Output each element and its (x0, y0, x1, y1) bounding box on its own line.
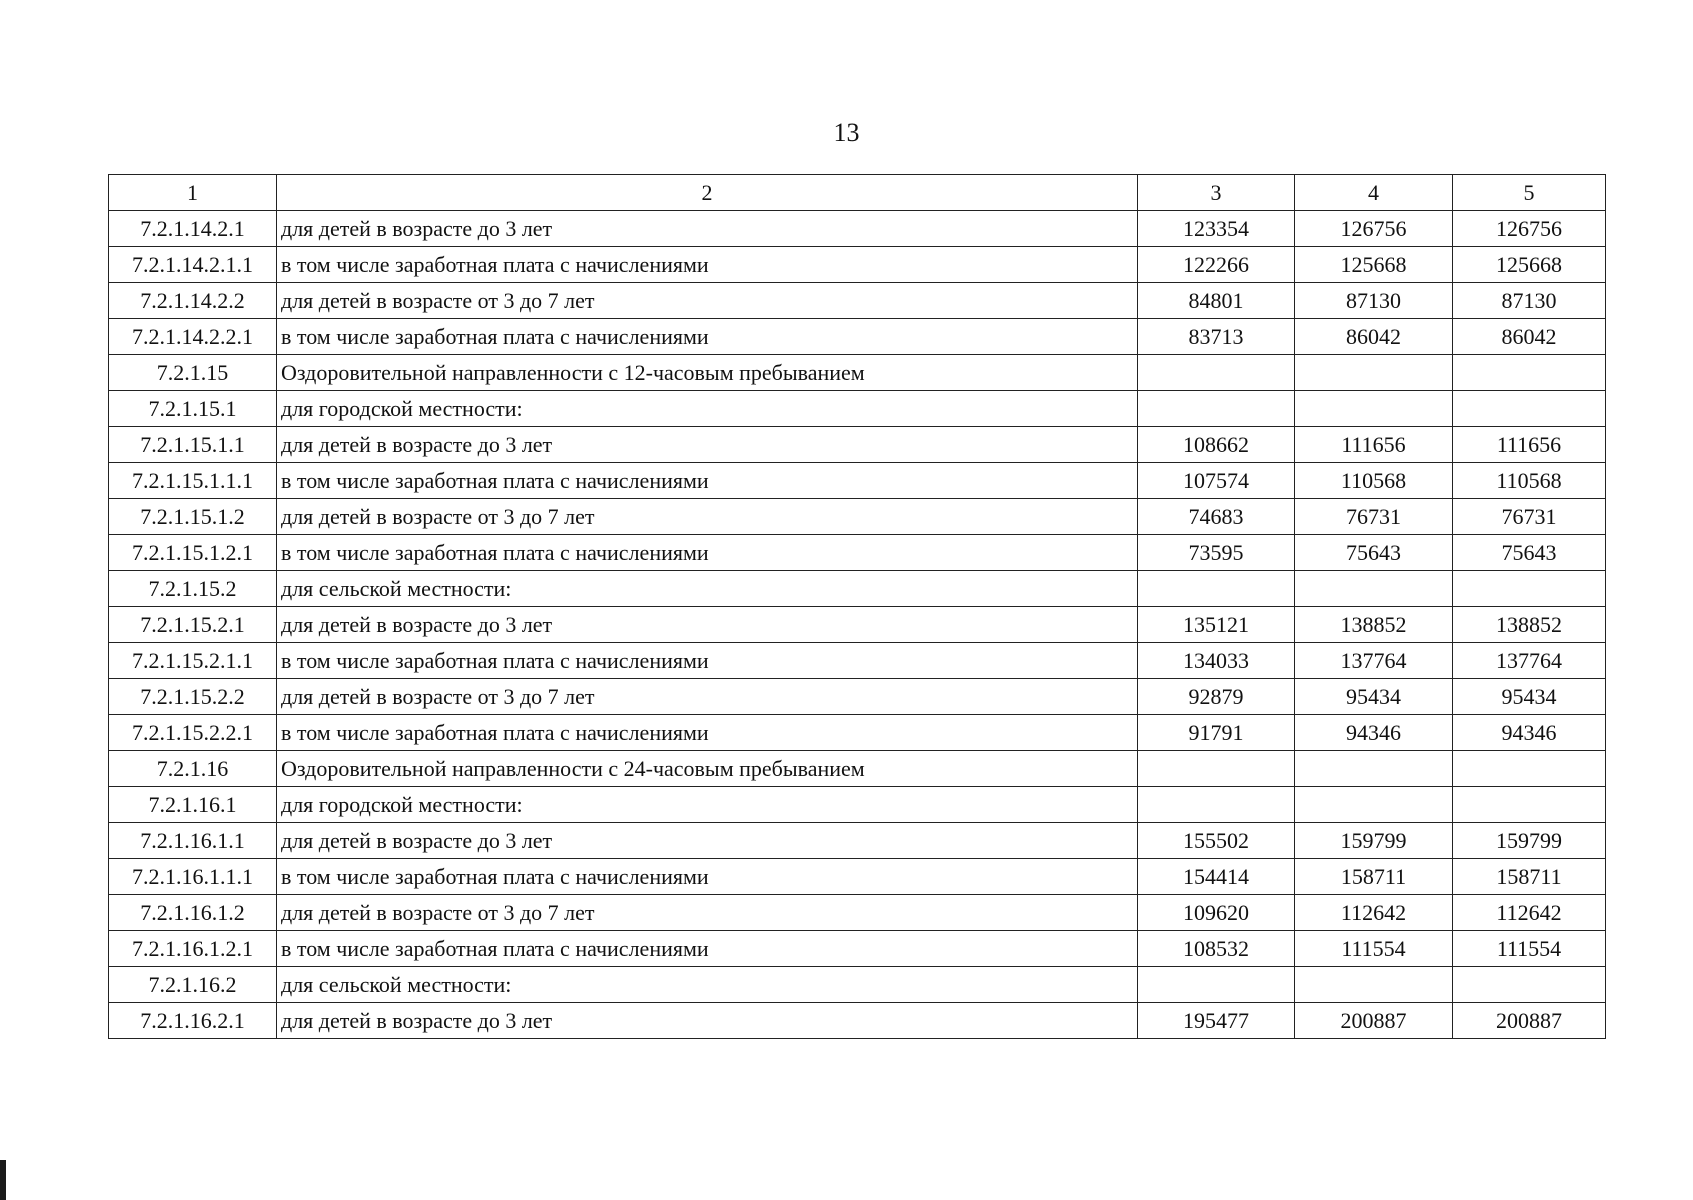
page-number: 13 (833, 118, 860, 147)
row-code-cell: 7.2.1.15.1.2.1 (109, 535, 277, 571)
row-code-cell: 7.2.1.15 (109, 355, 277, 391)
row-value-col5: 159799 (1453, 823, 1606, 859)
row-code-cell: 7.2.1.15.1.1 (109, 427, 277, 463)
table-row (109, 715, 1606, 751)
row-value-col4: 200887 (1295, 1003, 1453, 1039)
row-value-col5: 125668 (1453, 247, 1606, 283)
row-value-col3: 122266 (1138, 247, 1295, 283)
row-value-col5: 75643 (1453, 535, 1606, 571)
row-name-cell: для детей в возрасте от 3 до 7 лет (277, 895, 1138, 931)
row-value-col4: 112642 (1295, 895, 1453, 931)
row-code-cell: 7.2.1.16.1.1 (109, 823, 277, 859)
table-row (109, 463, 1606, 499)
row-value-col5 (1453, 571, 1606, 607)
row-value-col4: 87130 (1295, 283, 1453, 319)
row-name-cell: для городской местности: (277, 391, 1138, 427)
row-code-cell: 7.2.1.15.2.1 (109, 607, 277, 643)
row-value-col4: 95434 (1295, 679, 1453, 715)
row-name-cell: в том числе заработная плата с начислениями (277, 643, 1138, 679)
table-row (109, 859, 1606, 895)
table-header-row (109, 175, 1606, 211)
table-row (109, 895, 1606, 931)
table-row (109, 1003, 1606, 1039)
row-value-col4 (1295, 571, 1453, 607)
row-name-cell: для сельской местности: (277, 967, 1138, 1003)
row-value-col5: 158711 (1453, 859, 1606, 895)
row-value-col5: 138852 (1453, 607, 1606, 643)
column-header-3: 3 (1138, 175, 1295, 211)
row-value-col3: 154414 (1138, 859, 1295, 895)
row-value-col4: 111554 (1295, 931, 1453, 967)
row-value-col5: 86042 (1453, 319, 1606, 355)
row-code-cell: 7.2.1.16.2.1 (109, 1003, 277, 1039)
row-value-col5 (1453, 967, 1606, 1003)
row-value-col3: 108532 (1138, 931, 1295, 967)
row-value-col5 (1453, 751, 1606, 787)
row-name-cell: Оздоровительной направленности с 12-часовым пребыванием (277, 355, 1138, 391)
table-row (109, 355, 1606, 391)
row-value-col5: 200887 (1453, 1003, 1606, 1039)
row-value-col4 (1295, 967, 1453, 1003)
row-name-cell: в том числе заработная плата с начислениями (277, 931, 1138, 967)
table-row (109, 319, 1606, 355)
table-row (109, 499, 1606, 535)
row-value-col3: 109620 (1138, 895, 1295, 931)
table-row (109, 283, 1606, 319)
row-value-col3: 123354 (1138, 211, 1295, 247)
row-value-col3: 134033 (1138, 643, 1295, 679)
row-name-cell: в том числе заработная плата с начислениями (277, 319, 1138, 355)
table-row (109, 751, 1606, 787)
row-code-cell: 7.2.1.14.2.1 (109, 211, 277, 247)
row-value-col3: 83713 (1138, 319, 1295, 355)
row-name-cell: для детей в возрасте до 3 лет (277, 211, 1138, 247)
row-value-col3: 107574 (1138, 463, 1295, 499)
row-value-col4 (1295, 751, 1453, 787)
row-name-cell: в том числе заработная плата с начислениями (277, 247, 1138, 283)
row-value-col5: 126756 (1453, 211, 1606, 247)
row-name-cell: для детей в возрасте до 3 лет (277, 427, 1138, 463)
row-value-col3: 91791 (1138, 715, 1295, 751)
table-row (109, 823, 1606, 859)
row-code-cell: 7.2.1.14.2.2.1 (109, 319, 277, 355)
row-value-col5: 110568 (1453, 463, 1606, 499)
row-code-cell: 7.2.1.15.2.2 (109, 679, 277, 715)
row-value-col4: 110568 (1295, 463, 1453, 499)
scan-edge-mark (0, 1160, 6, 1200)
row-value-col4: 126756 (1295, 211, 1453, 247)
row-value-col3: 155502 (1138, 823, 1295, 859)
table-row (109, 967, 1606, 1003)
column-header-4: 4 (1295, 175, 1453, 211)
row-name-cell: для городской местности: (277, 787, 1138, 823)
table-row (109, 211, 1606, 247)
row-value-col4: 86042 (1295, 319, 1453, 355)
table-row (109, 931, 1606, 967)
row-value-col3: 74683 (1138, 499, 1295, 535)
column-header-2: 2 (277, 175, 1138, 211)
row-value-col4 (1295, 787, 1453, 823)
table-row (109, 607, 1606, 643)
row-value-col4: 138852 (1295, 607, 1453, 643)
row-value-col3: 92879 (1138, 679, 1295, 715)
table-row (109, 391, 1606, 427)
row-code-cell: 7.2.1.16.1.1.1 (109, 859, 277, 895)
row-value-col5: 112642 (1453, 895, 1606, 931)
row-value-col4 (1295, 391, 1453, 427)
row-value-col4: 137764 (1295, 643, 1453, 679)
row-code-cell: 7.2.1.14.2.2 (109, 283, 277, 319)
row-value-col5 (1453, 391, 1606, 427)
row-name-cell: для детей в возрасте от 3 до 7 лет (277, 499, 1138, 535)
row-value-col4 (1295, 355, 1453, 391)
row-value-col4: 111656 (1295, 427, 1453, 463)
row-value-col3 (1138, 355, 1295, 391)
row-value-col4: 125668 (1295, 247, 1453, 283)
row-name-cell: для детей в возрасте от 3 до 7 лет (277, 679, 1138, 715)
row-value-col3: 73595 (1138, 535, 1295, 571)
row-name-cell: для сельской местности: (277, 571, 1138, 607)
row-value-col5: 94346 (1453, 715, 1606, 751)
row-value-col4: 94346 (1295, 715, 1453, 751)
row-value-col5: 87130 (1453, 283, 1606, 319)
row-code-cell: 7.2.1.15.1.1.1 (109, 463, 277, 499)
row-value-col3 (1138, 391, 1295, 427)
row-code-cell: 7.2.1.15.1 (109, 391, 277, 427)
row-value-col5 (1453, 355, 1606, 391)
row-code-cell: 7.2.1.16.1.2.1 (109, 931, 277, 967)
row-value-col5: 95434 (1453, 679, 1606, 715)
row-name-cell: в том числе заработная плата с начислениями (277, 859, 1138, 895)
row-value-col3 (1138, 787, 1295, 823)
row-code-cell: 7.2.1.15.1.2 (109, 499, 277, 535)
row-code-cell: 7.2.1.15.2.1.1 (109, 643, 277, 679)
row-value-col3: 195477 (1138, 1003, 1295, 1039)
row-name-cell: для детей в возрасте до 3 лет (277, 607, 1138, 643)
row-value-col3: 108662 (1138, 427, 1295, 463)
row-value-col4: 159799 (1295, 823, 1453, 859)
row-code-cell: 7.2.1.15.2 (109, 571, 277, 607)
row-value-col5: 76731 (1453, 499, 1606, 535)
column-header-5: 5 (1453, 175, 1606, 211)
table-body (109, 211, 1606, 1039)
table-row (109, 643, 1606, 679)
table-row (109, 679, 1606, 715)
row-name-cell: для детей в возрасте до 3 лет (277, 1003, 1138, 1039)
row-value-col3: 84801 (1138, 283, 1295, 319)
row-value-col5: 111554 (1453, 931, 1606, 967)
row-value-col4: 158711 (1295, 859, 1453, 895)
row-name-cell: Оздоровительной направленности с 24-часовым пребыванием (277, 751, 1138, 787)
row-code-cell: 7.2.1.16.1 (109, 787, 277, 823)
table-row (109, 787, 1606, 823)
row-value-col3 (1138, 571, 1295, 607)
row-name-cell: для детей в возрасте до 3 лет (277, 823, 1138, 859)
table-row (109, 571, 1606, 607)
row-value-col3: 135121 (1138, 607, 1295, 643)
row-value-col4: 76731 (1295, 499, 1453, 535)
row-code-cell: 7.2.1.16.2 (109, 967, 277, 1003)
row-name-cell: в том числе заработная плата с начислениями (277, 463, 1138, 499)
row-code-cell: 7.2.1.14.2.1.1 (109, 247, 277, 283)
row-code-cell: 7.2.1.16.1.2 (109, 895, 277, 931)
row-code-cell: 7.2.1.16 (109, 751, 277, 787)
row-code-cell: 7.2.1.15.2.2.1 (109, 715, 277, 751)
row-name-cell: для детей в возрасте от 3 до 7 лет (277, 283, 1138, 319)
row-value-col5: 137764 (1453, 643, 1606, 679)
row-name-cell: в том числе заработная плата с начислениями (277, 535, 1138, 571)
column-header-1: 1 (109, 175, 277, 211)
row-value-col3 (1138, 751, 1295, 787)
tariff-table (108, 174, 1606, 1039)
row-name-cell: в том числе заработная плата с начислениями (277, 715, 1138, 751)
row-value-col4: 75643 (1295, 535, 1453, 571)
row-value-col5 (1453, 787, 1606, 823)
table-row (109, 247, 1606, 283)
row-value-col3 (1138, 967, 1295, 1003)
row-value-col5: 111656 (1453, 427, 1606, 463)
table-row (109, 535, 1606, 571)
table-row (109, 427, 1606, 463)
